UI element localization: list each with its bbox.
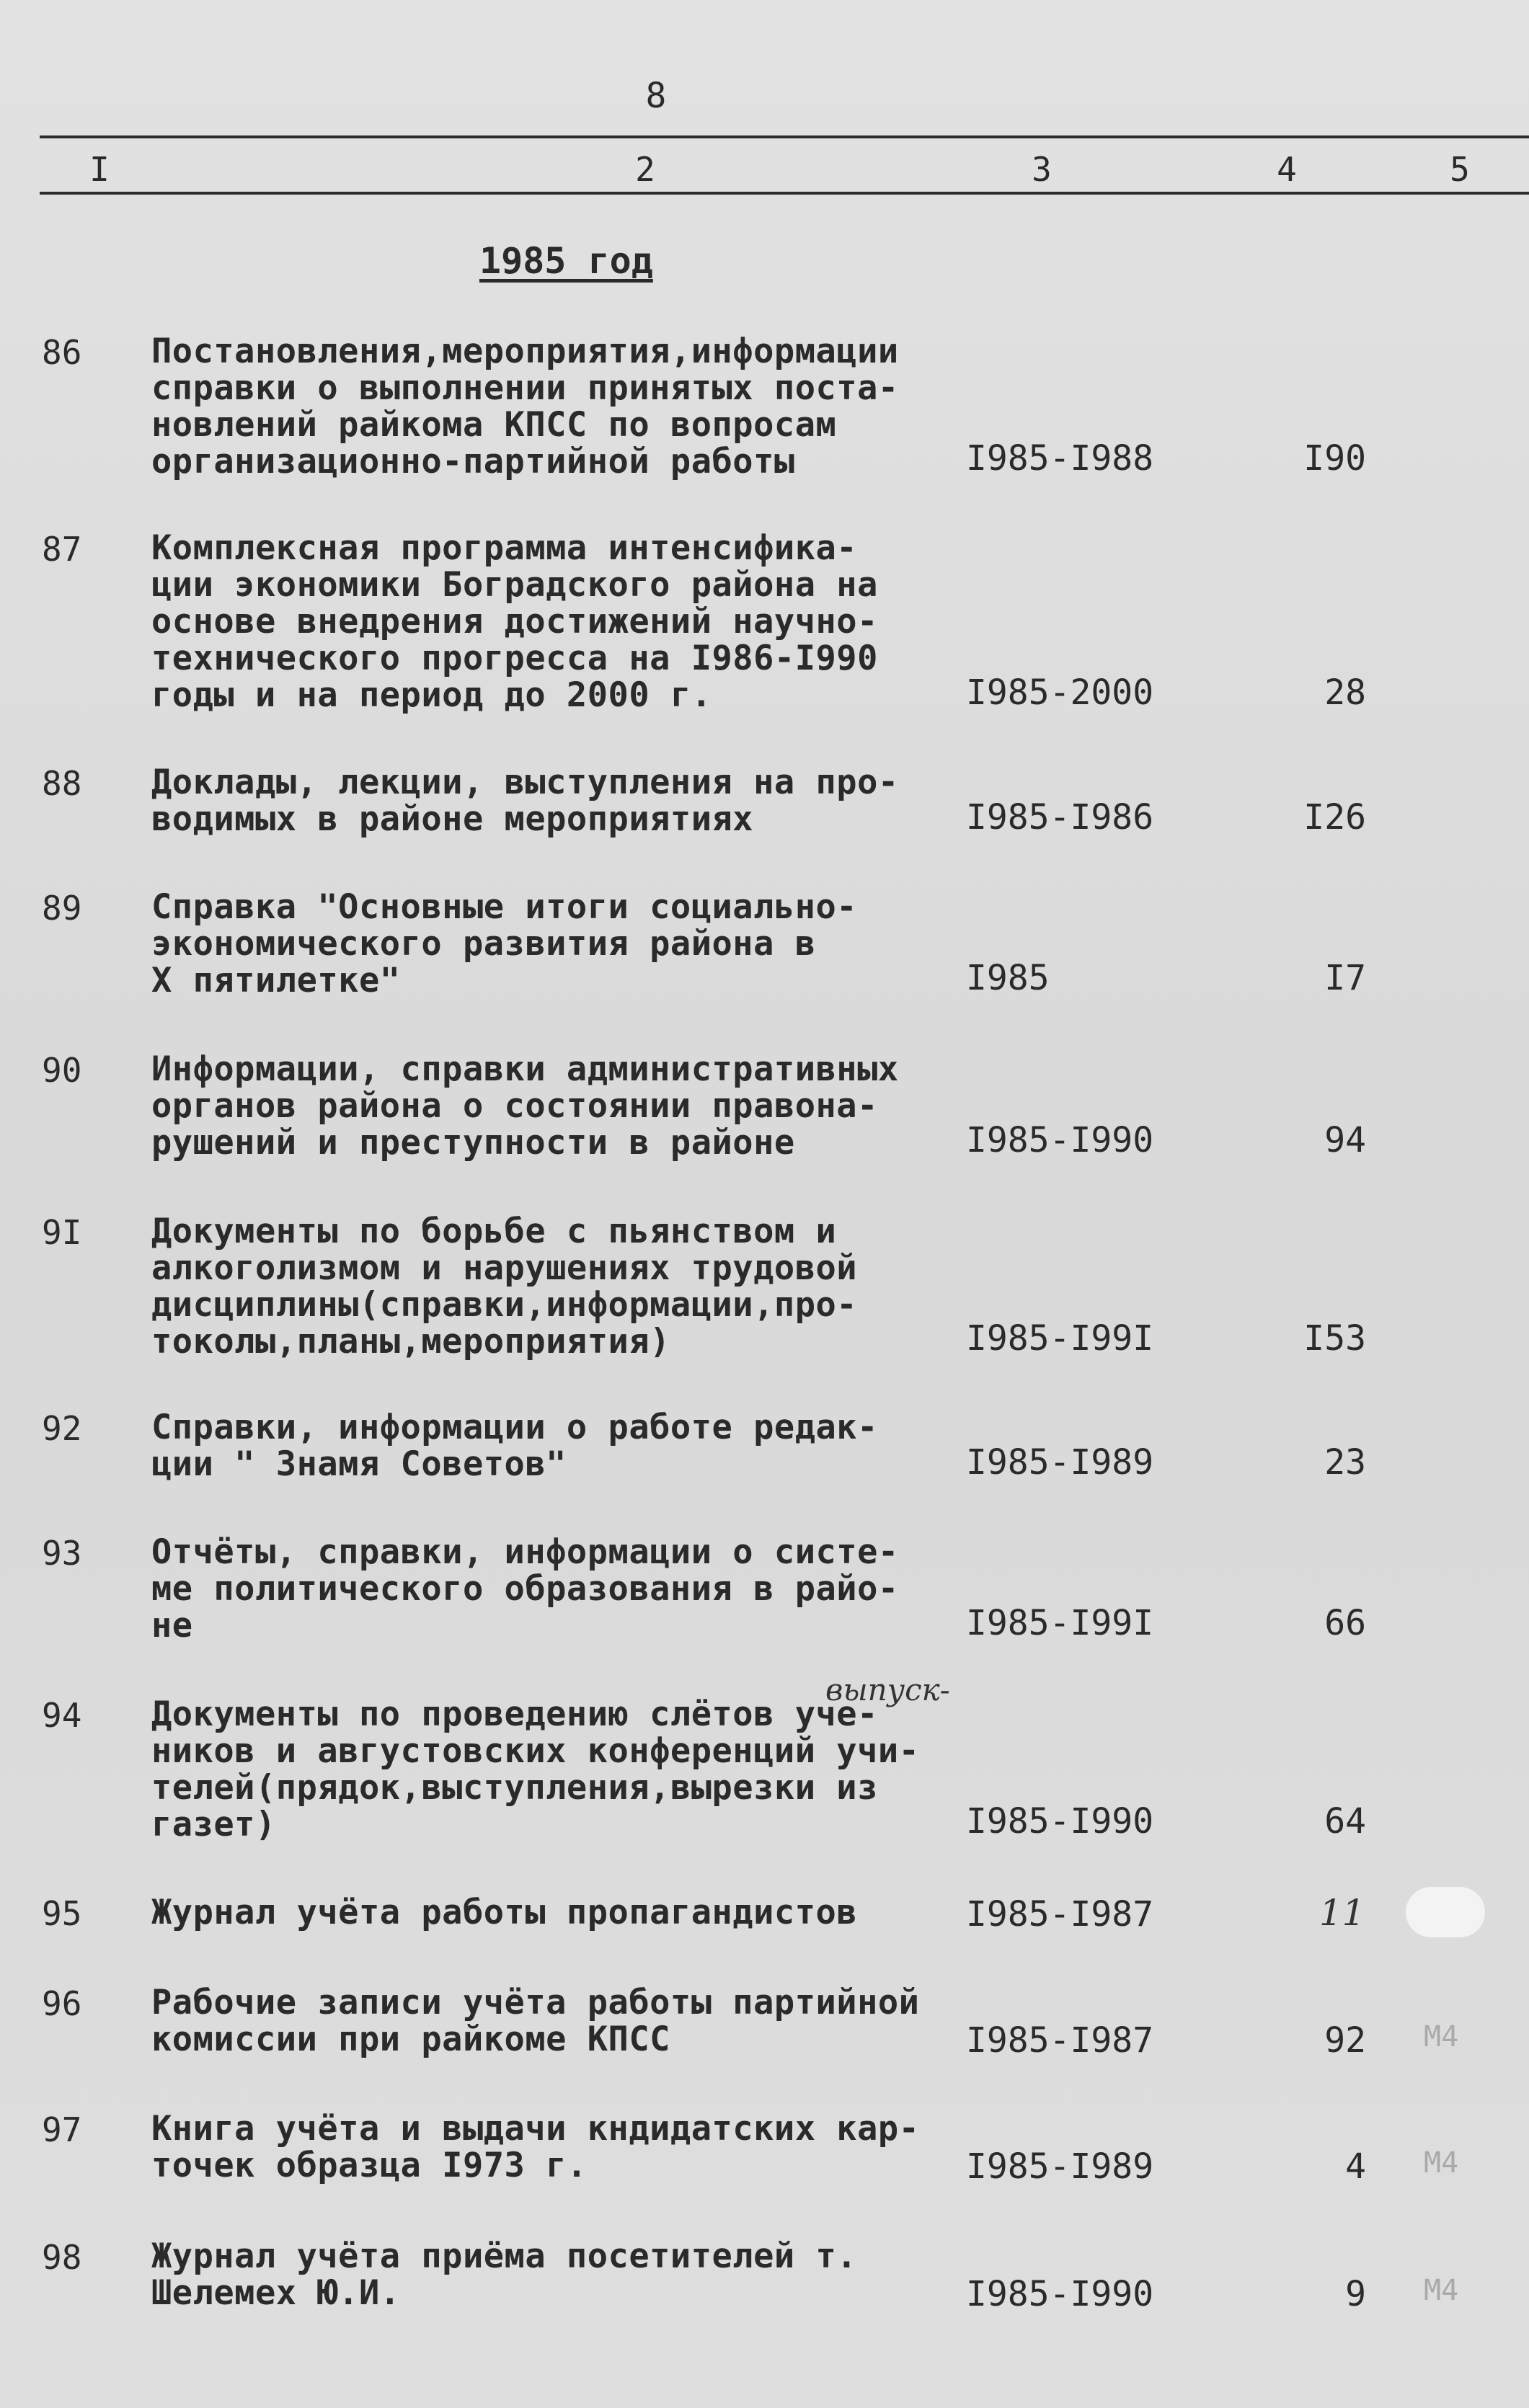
entry-sheet-count: 66: [1324, 1603, 1366, 1643]
entry-title: Документы по проведению слётов уче- ников и августовских конференций учи- телей(прядок,выступления,вырезки из газет): [151, 1694, 920, 1844]
entry-title: Информации, справки административных органов района о состоянии правона- рушений и преступности в районе: [151, 1049, 899, 1163]
entry-sheet-count: I26: [1303, 797, 1366, 838]
entry-number: 94: [42, 1696, 82, 1735]
entry-storage-mark: М4: [1424, 2274, 1459, 2307]
entry-number: 87: [42, 530, 82, 569]
entry-title: Комплексная программа интенсифика- ции экономики Боградского района на основе внедрения достижений научно- технического прогресса на I986-I990 годы и на период до 2000 г.: [151, 528, 878, 715]
entry-number: 9I: [42, 1213, 82, 1252]
entry-storage-mark: М4: [1424, 2020, 1459, 2053]
entry-dates: I985-I986: [966, 797, 1154, 838]
entry-dates: I985-I990: [966, 1801, 1154, 1841]
entry-sheet-count: I53: [1303, 1318, 1366, 1359]
entry-sheet-count: 9: [1345, 2274, 1366, 2314]
entry-sheet-count: I90: [1303, 438, 1366, 479]
entry-dates: I985-I988: [966, 438, 1154, 479]
entry-title: Справки, информации о работе редак- ции " Знамя Советов": [151, 1408, 878, 1484]
entry-dates: I985-I989: [966, 2146, 1154, 2187]
entry-sheet-count: I7: [1324, 958, 1366, 998]
entry-number: 98: [42, 2238, 82, 2277]
column-header-3: 3: [1032, 150, 1052, 189]
entry-title: Документы по борьбе с пьянством и алкоголизмом и нарушениях трудовой дисциплины(справки,информации,про- токолы,планы,мероприятия): [151, 1212, 858, 1361]
entry-title: Справка "Основные итоги социально- экономического развития района в X пятилетке": [151, 887, 858, 1000]
entry-sheet-count: 23: [1324, 1442, 1366, 1483]
entry-number: 89: [42, 889, 82, 928]
entry-number: 90: [42, 1051, 82, 1090]
entry-sheet-count: 92: [1324, 2020, 1366, 2061]
entry-title: Журнал учёта работы пропагандистов: [151, 1893, 858, 1932]
entry-title: Рабочие записи учёта работы партийной комиссии при райкоме КПСС: [151, 1983, 920, 2059]
entry-dates: I985-I987: [966, 1894, 1154, 1934]
year-heading: 1985 год: [479, 240, 653, 282]
entry-title: Постановления,мероприятия,информации справки о выполнении принятых поста- новлений райкома КПСС по вопросам организационно-партийной работы: [151, 332, 899, 481]
entry-dates: I985: [966, 958, 1050, 998]
column-header-5: 5: [1450, 150, 1470, 189]
entry-number: 88: [42, 764, 82, 803]
page-number: 8: [645, 76, 667, 116]
column-header-1: I: [89, 150, 110, 189]
entry-title: Отчёты, справки, информации о систе- ме политического образования в райо- не: [151, 1532, 899, 1645]
entry-sheet-count: 94: [1324, 1120, 1366, 1160]
handwritten-correction: выпуск-: [825, 1672, 950, 1707]
entry-title: Журнал учёта приёма посетителей т. Шелемех Ю.И.: [151, 2236, 858, 2313]
column-header-4: 4: [1277, 150, 1297, 189]
entry-storage-mark: М4: [1424, 2146, 1459, 2180]
entry-sheet-count: 4: [1345, 2146, 1366, 2187]
header-rule-top: [40, 135, 1529, 138]
header-rule-bottom: [40, 192, 1529, 195]
entry-number: 92: [42, 1409, 82, 1448]
entry-dates: I985-I989: [966, 1442, 1154, 1483]
entry-number: 97: [42, 2110, 82, 2149]
entry-dates: I985-I99I: [966, 1603, 1154, 1643]
entry-dates: I985-I987: [966, 2020, 1154, 2061]
entry-sheet-count: 64: [1324, 1801, 1366, 1841]
correction-fluid-mark: [1406, 1887, 1485, 1937]
entry-number: 95: [42, 1894, 82, 1933]
entry-sheet-count: 28: [1324, 672, 1366, 713]
column-header-2: 2: [635, 150, 655, 189]
entry-number: 96: [42, 1984, 82, 2023]
entry-dates: I985-I990: [966, 2274, 1154, 2314]
entry-dates: I985-2000: [966, 672, 1154, 713]
entry-title: Доклады, лекции, выступления на про- водимых в районе мероприятиях: [151, 763, 899, 839]
entry-dates: I985-I99I: [966, 1318, 1154, 1359]
entry-number: 86: [42, 333, 82, 372]
entry-number: 93: [42, 1534, 82, 1573]
handwritten-sheet-count: 11: [1319, 1892, 1365, 1934]
entry-title: Книга учёта и выдачи кндидатских кар- точек образца I973 г.: [151, 2109, 920, 2185]
entry-dates: I985-I990: [966, 1120, 1154, 1160]
